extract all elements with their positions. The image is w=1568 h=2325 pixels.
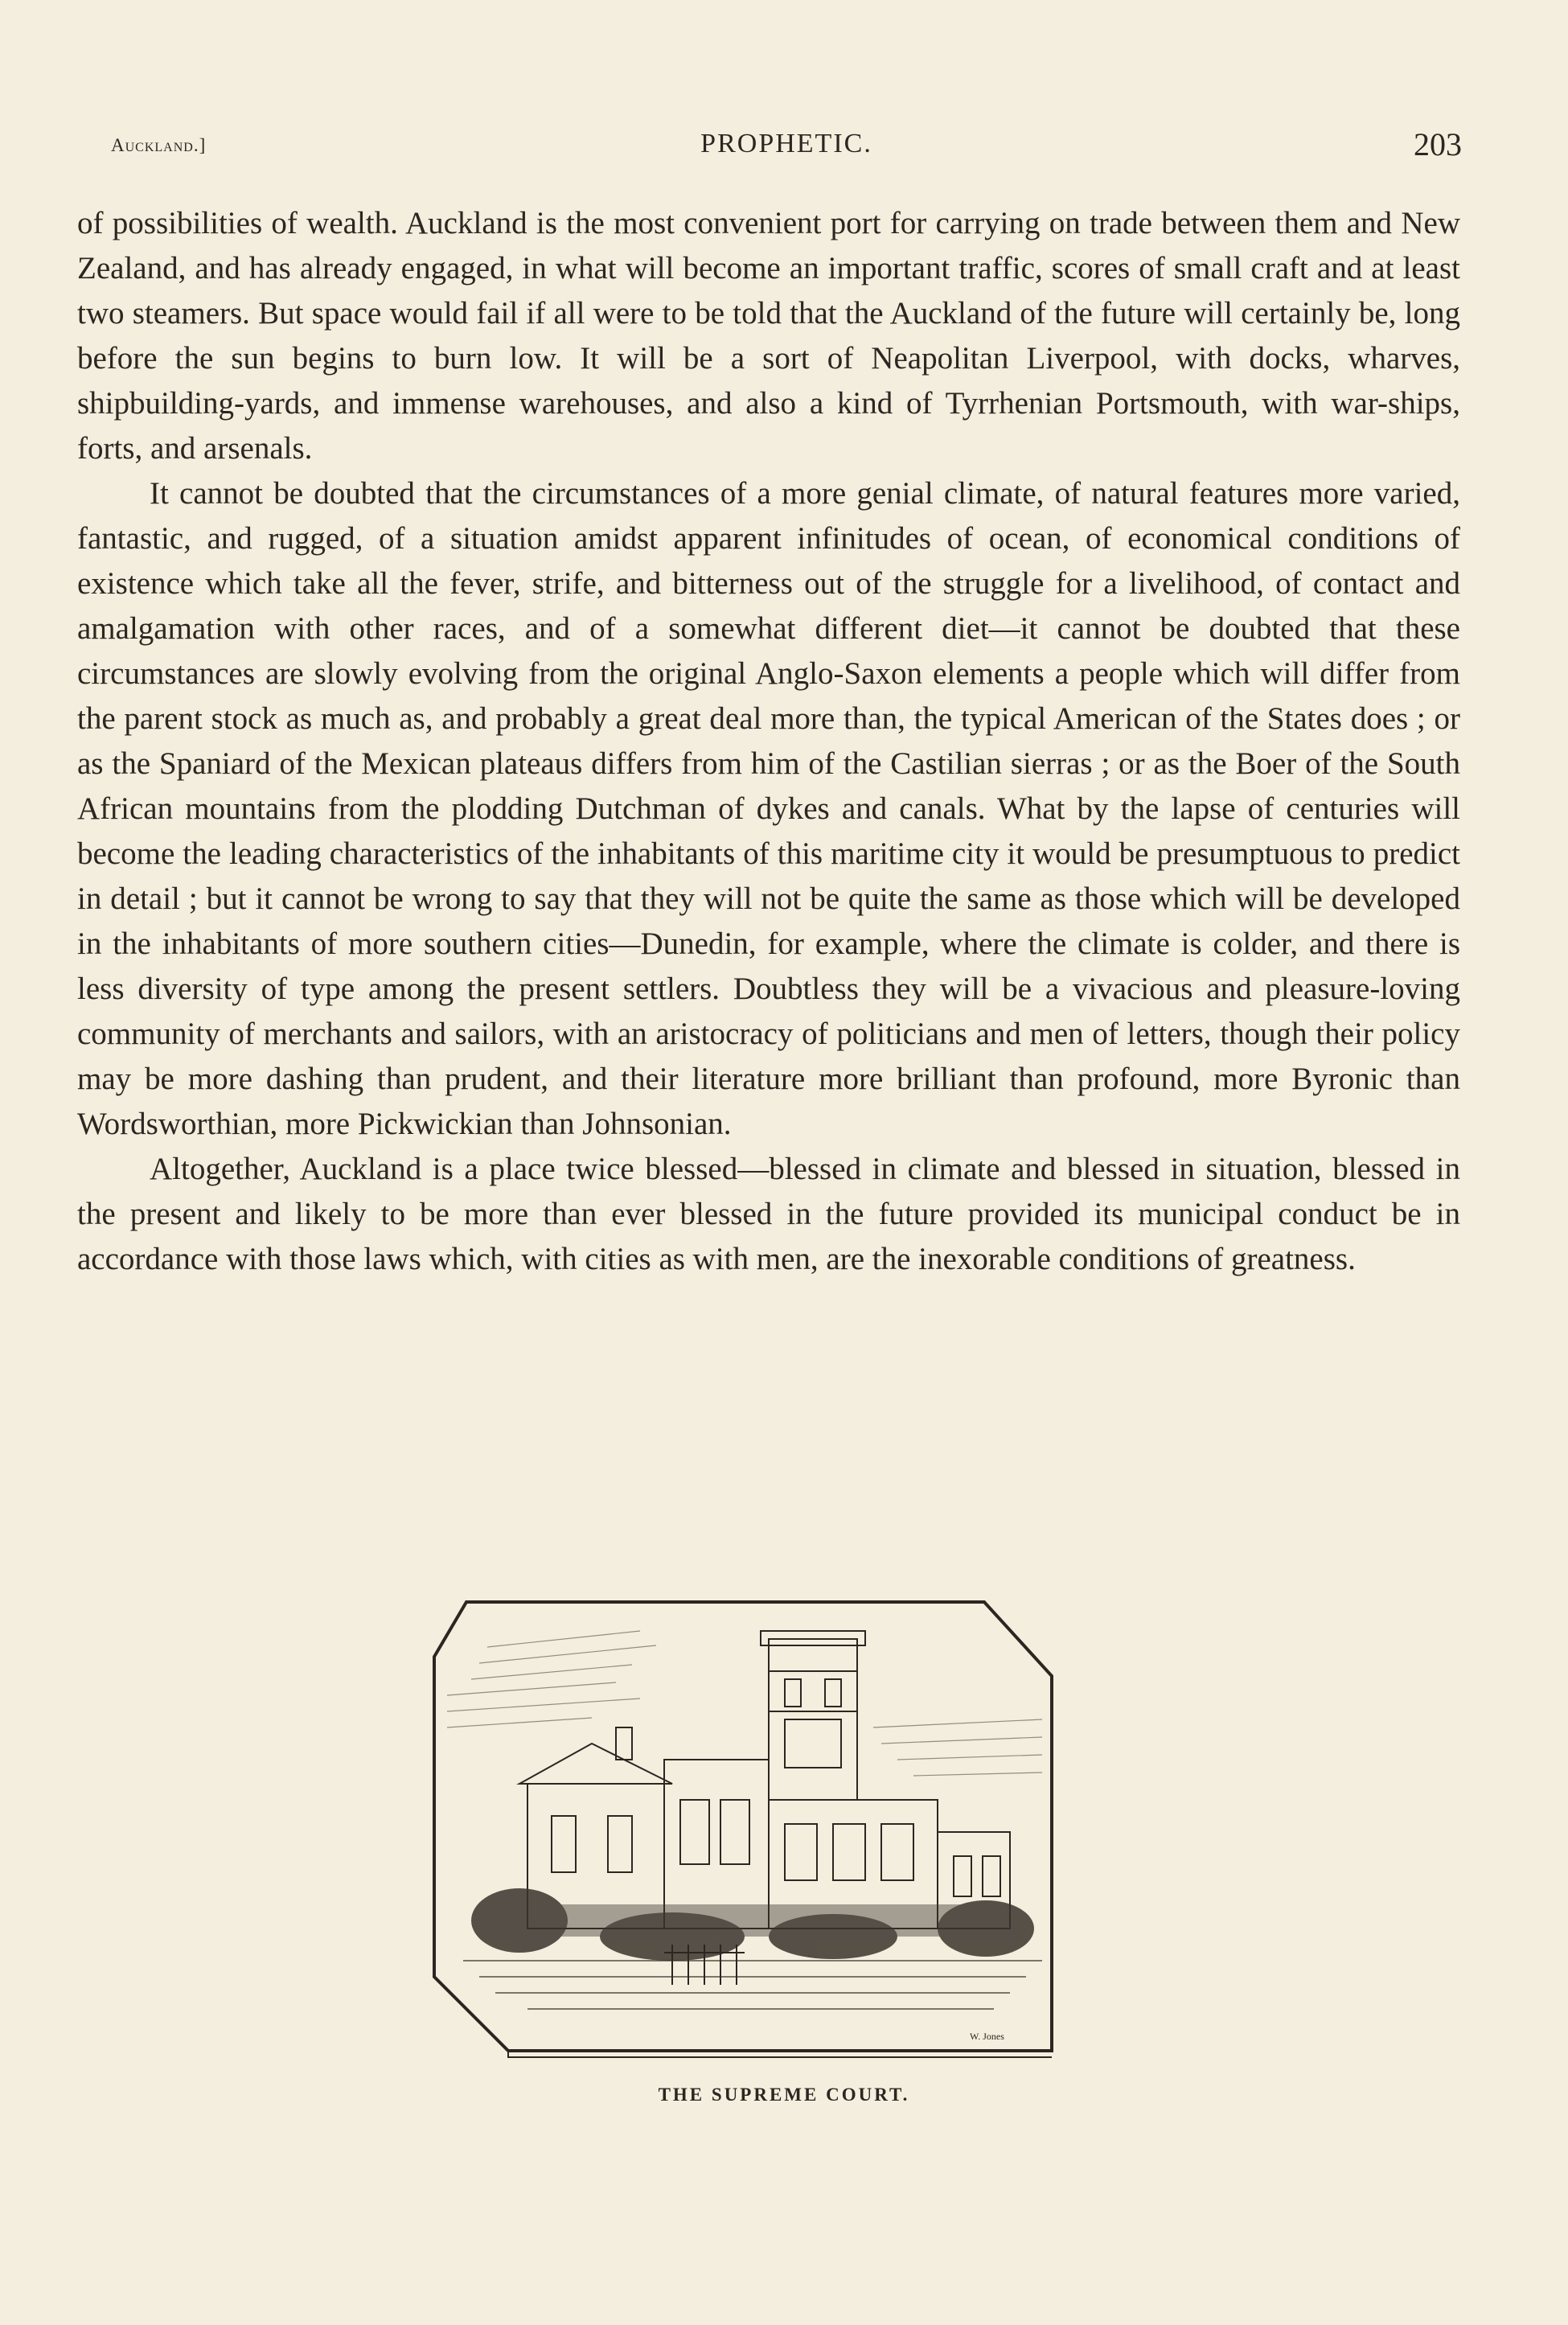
paragraph-1: of possibilities of wealth. Auckland is the most convenient port for carrying on trade between them and New Zealand, and has already engaged, in what will become an important traffic, scores of small craft and at least two steamers. But space would fail if all were to be told that the Auckland of the future will certainly be, long before the sun begins to burn low. It will be a sort of Neapolitan Liverpool, with docks, wharves, shipbuilding-yards, and immense warehouses, and also a kind of Tyrrhenian Portsmouth, with war-ships, forts, and arsenals. — [77, 206, 1460, 466]
paragraph-3: Altogether, Auckland is a place twice blessed—blessed in climate and blessed in situation, blessed in the present and likely to be more than ever blessed in the future provided its municipal conduct be in accordance with those laws which, with cities as with men, are the inexorable conditions of greatness. — [77, 1152, 1460, 1276]
running-title: PROPHETIC. — [700, 129, 872, 158]
paragraph-2: It cannot be doubted that the circumstances of a more genial climate, of natural features more varied, fantastic, and rugged, of a situation amidst apparent infinitudes of ocean, of economical conditions of existence which take all the fever, strife, and bitterness out of the struggle for a livelihood, of contact and amalgamation with other races, and of a somewhat different diet—it cannot be doubted that these circumstances are slowly evolving from the original Anglo-Saxon elements a people which will differ from the parent stock as much as, and probably a great deal more than, the typical American of the States does ; or as the Spaniard of the Mexican plateaus differs from him of the Castilian sierras ; or as the Boer of the South African mountains from the plodding Dutchman of dykes and canals. What by the lapse of centuries will become the leading characteristics of the inhabitants of this maritime city it would be presumptuous to predict in detail ; but it cannot be wrong to say that they will not be quite the same as those which will be developed in the inhabitants of more southern cities—Dunedin, for example, where the climate is colder, and there is less diversity of type among the present settlers. Doubtless they will be a vivacious and pleasure-loving community of merchants and sailors, with an aristocracy of politicians and men of letters, though their policy may be more dashing than prudent, and their literature more brilliant than profound, more Byronic than Wordsworthian, more Pickwickian than Johnsonian. — [77, 476, 1460, 1141]
running-header — [111, 125, 1462, 164]
page-number: 203 — [1414, 126, 1462, 162]
body-text — [77, 201, 1460, 1282]
running-head-left: Auckland.] — [111, 135, 207, 155]
artist-signature: W. Jones — [970, 2031, 1004, 2042]
figure-caption: THE SUPREME COURT. — [658, 2085, 910, 2105]
supreme-court-illustration — [431, 1599, 1055, 2059]
